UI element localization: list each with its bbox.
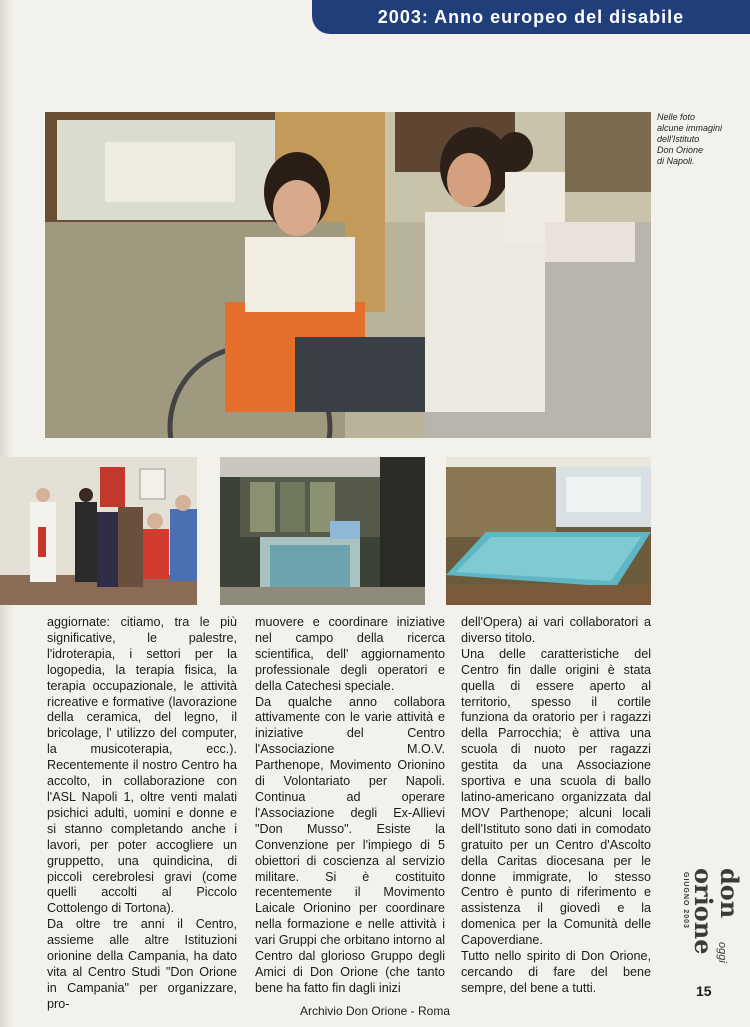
caption-line: di Napoli. (657, 156, 695, 166)
text-column-2 (255, 615, 445, 997)
paragraph: dell'Opera) ai vari collaboratori a diverso titolo. (461, 615, 651, 645)
photo-caption (657, 112, 747, 167)
caption-line: alcune immagini (657, 123, 723, 133)
photo-swimming-pool (446, 457, 651, 605)
page-number: 15 (696, 983, 712, 999)
paragraph: Una delle caratteristiche del Centro fin dalle origini è stata quella di essere aperto al territorio, spesso il cortile funziona da oratorio per i ragazzi della Parrocchia; è attiva una scuola di nuoto per ragazzi gestita da una Associazione sportiva e una scuola di ballo latino-americano organizzata dal MOV Parthenope; alcuni locali dell'Istituto sono dati in comodato gratuito per un Centro d'Ascolto della Caritas diocesana per le donne immigrate, lo stesso Centro è punto di riferimento e assistenza il giovedì e la domenica per la Comunità delle Capoverdiane. (461, 646, 651, 948)
masthead-sub: oggi (716, 942, 728, 963)
caption-line: dell'Istituto (657, 134, 700, 144)
paragraph: aggiornate: citiamo, tra le più significative, le palestre, l'idroterapia, i settori per la logopedia, la terapia fisica, la terapia occupazionale, le attività ricreative e formative (lavorazione della ceramica, del legno, il bricolage, l' utilizzo del computer, la musicoterapia, ecc.). Recentemente il nostro Centro ha accolto, in collaborazione con l'ASL Napoli 1, oltre venti malati psichici adulti, uomini e donne e si stanno completando anche i lavori, per poter accogliere un gruppetto, una quindicina, di piccoli cerebrolesi gravi (come quelli accolti al Piccolo Cottolengo di Tortona). (47, 615, 237, 916)
photo-wheelchair-users-icon (45, 112, 651, 438)
text-column-3 (461, 615, 651, 997)
paragraph: Da oltre tre anni il Centro, assieme alle altre Istituzioni orionine della Campania, ha dato vita al Centro Studi "Don Orione in Campania" per organizzare, pro- (47, 917, 237, 1011)
photo-ceremony (0, 457, 197, 605)
text-column-1 (47, 615, 237, 1013)
paragraph: muovere e coordinare iniziative nel campo della ricerca scientifica, dell' aggiornamento professionale degli operatori e della Catechesi speciale. (255, 615, 445, 693)
photo-group-ceremony-icon (0, 457, 197, 605)
paragraph: Tutto nello spirito di Don Orione, cercando di fare del bene sempre, del bene a tutti. (461, 949, 651, 995)
archive-footer: Archivio Don Orione - Roma (299, 1004, 451, 1018)
main-photo-wheelchairs (45, 112, 651, 438)
paragraph: Da qualche anno collabora attivamente con le varie attività e iniziative del Centro l'Associazione M.O.V. Parthenope, Movimento Orionino di Volontariato per Napoli. Continua ad operare l'Associazione degli Ex-Allievi "Don Musso". Esiste la Convenzione per l'impiego di 5 obiettori di coscienza al servizio militare. Si è costituito recentemente il Movimento Laicale Orionino per coordinare nella formazione e nelle attività i vari Gruppi che orbitano intorno al Centro dal glorioso Gruppo degli Amici di Don Orione (che tanto bene ha fatto fin dagli inizi (255, 694, 445, 995)
photo-indoor-pool-icon (446, 457, 651, 605)
photo-hydrotherapy (220, 457, 425, 605)
caption-line: Don Orione (657, 145, 704, 155)
magazine-masthead (682, 868, 744, 978)
section-header-banner (312, 0, 750, 34)
masthead-logo: don orione (689, 868, 744, 955)
caption-line: Nelle foto (657, 112, 696, 122)
masthead-date: GIUGNO 2003 (682, 872, 689, 929)
photo-hydrotherapy-pool-icon (220, 457, 425, 605)
section-header-title: 2003: Anno europeo del disabile (377, 6, 685, 27)
